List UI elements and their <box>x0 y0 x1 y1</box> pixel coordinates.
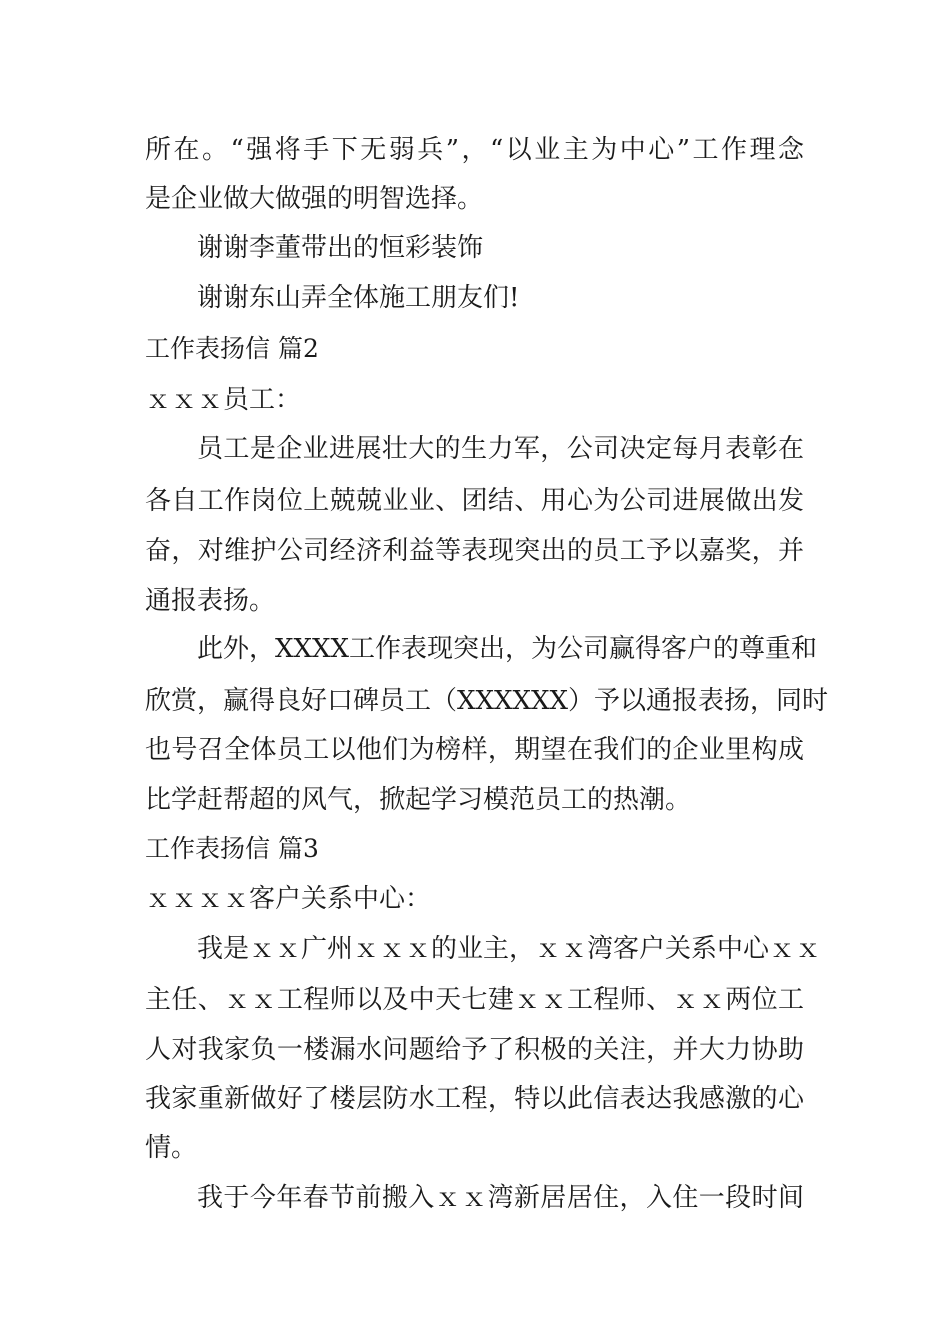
paragraph-line: 所在。“强将手下无弱兵”，“以业主为中心”工作理念 <box>145 135 804 165</box>
paragraph-line: 员工是企业进展壮大的生力军，公司决定每月表彰在 <box>197 434 804 464</box>
paragraph-line: 谢谢东山弄全体施工朋友们! <box>197 283 520 313</box>
paragraph-line: 情。 <box>145 1133 198 1163</box>
paragraph-line: 各自工作岗位上兢兢业业、团结、用心为公司进展做出发 <box>145 486 804 516</box>
paragraph-line: 也号召全体员工以他们为榜样，期望在我们的企业里构成 <box>145 735 804 765</box>
paragraph-line: 欣赏，赢得良好口碑员工（XXXXXX）予以通报表扬，同时 <box>145 686 829 716</box>
paragraph-line: 比学赶帮超的风气，掀起学习模范员工的热潮。 <box>145 785 692 815</box>
paragraph-line: 主任、ｘｘ工程师以及中天七建ｘｘ工程师、ｘｘ两位工 <box>145 985 804 1015</box>
paragraph-line: 通报表扬。 <box>145 586 276 616</box>
paragraph-line: 是企业做大做强的明智选择。 <box>145 184 484 214</box>
paragraph-line: 我是ｘｘ广州ｘｘｘ的业主，ｘｘ湾客户关系中心ｘｘ <box>197 934 822 964</box>
paragraph-line: 此外，XXXX工作表现突出，为公司赢得客户的尊重和 <box>197 634 818 664</box>
paragraph-line: 谢谢李董带出的恒彩装饰 <box>197 233 484 263</box>
salutation: ｘｘｘｘ客户关系中心： <box>145 884 432 914</box>
paragraph-line: 我家重新做好了楼层防水工程，特以此信表达我感激的心 <box>145 1084 804 1114</box>
paragraph-line: 奋，对维护公司经济利益等表现突出的员工予以嘉奖，并 <box>145 536 804 566</box>
section-heading: 工作表扬信 篇2 <box>145 334 319 363</box>
salutation: ｘｘｘ员工： <box>145 385 302 415</box>
paragraph-line: 我于今年春节前搬入ｘｘ湾新居居住，入住一段时间 <box>197 1183 804 1213</box>
paragraph-line: 人对我家负一楼漏水问题给予了积极的关注，并大力协助 <box>145 1035 804 1065</box>
section-heading: 工作表扬信 篇3 <box>145 834 319 863</box>
